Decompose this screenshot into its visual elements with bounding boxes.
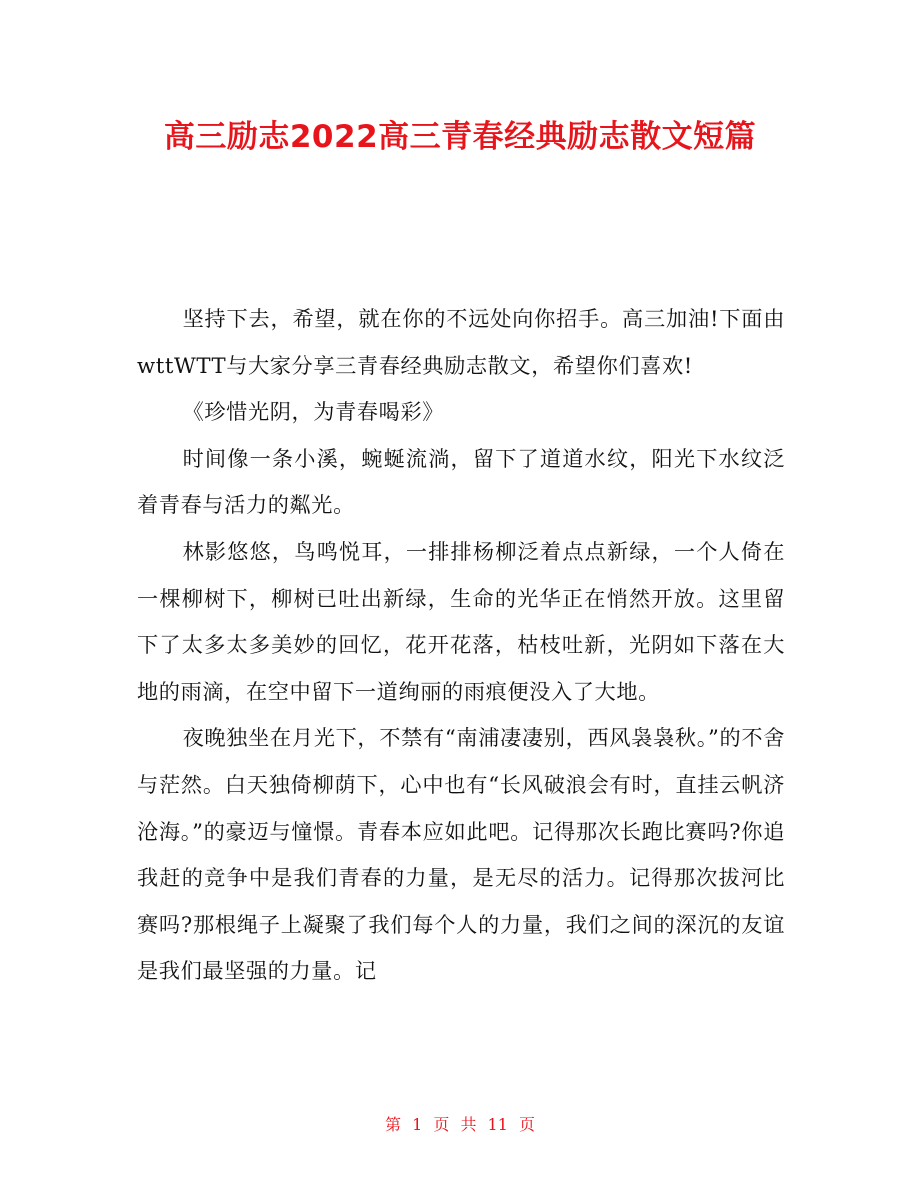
intro-paragraph: 坚持下去，希望，就在你的不远处向你招手。高三加油!下面由wttWTT与大家分享三青春经典励志散文，希望你们喜欢! [137, 306, 785, 378]
body-paragraph: 夜晚独坐在月光下，不禁有“南浦凄凄别，西风袅袅秋。”的不舍与茫然。白天独倚柳荫下，心中也有“长风破浪会有时，直挂云帆济沧海。”的豪迈与憧憬。青春本应如此吧。记得那次长跑比赛吗?你追我赶的竞争中是我们青春的力量，是无尽的活力。记得那次拔河比赛吗?那根绳子上凝聚了我们每个人的力量，我们之间的深沉的友谊是我们最坚强的力量。记 [137, 725, 785, 984]
page-number-footer: 第 1 页 共 11 页 [385, 1115, 535, 1134]
document-body [137, 296, 785, 995]
essay-title: 《珍惜光阴，为青春喝彩》 [182, 399, 445, 425]
page-title: 高三励志2022高三青春经典励志散文短篇 [163, 119, 757, 155]
body-paragraph: 林影悠悠，鸟鸣悦耳，一排排杨柳泛着点点新绿，一个人倚在一棵柳树下，柳树已吐出新绿，生命的光华正在悄然开放。这里留下了太多太多美妙的回忆，花开花落，枯枝吐新，光阴如下落在大地的雨滴，在空中留下一道绚丽的雨痕便没入了大地。 [137, 538, 785, 704]
body-paragraph: 时间像一条小溪，蜿蜒流淌，留下了道道水纹，阳光下水纹泛着青春与活力的粼光。 [137, 445, 785, 518]
